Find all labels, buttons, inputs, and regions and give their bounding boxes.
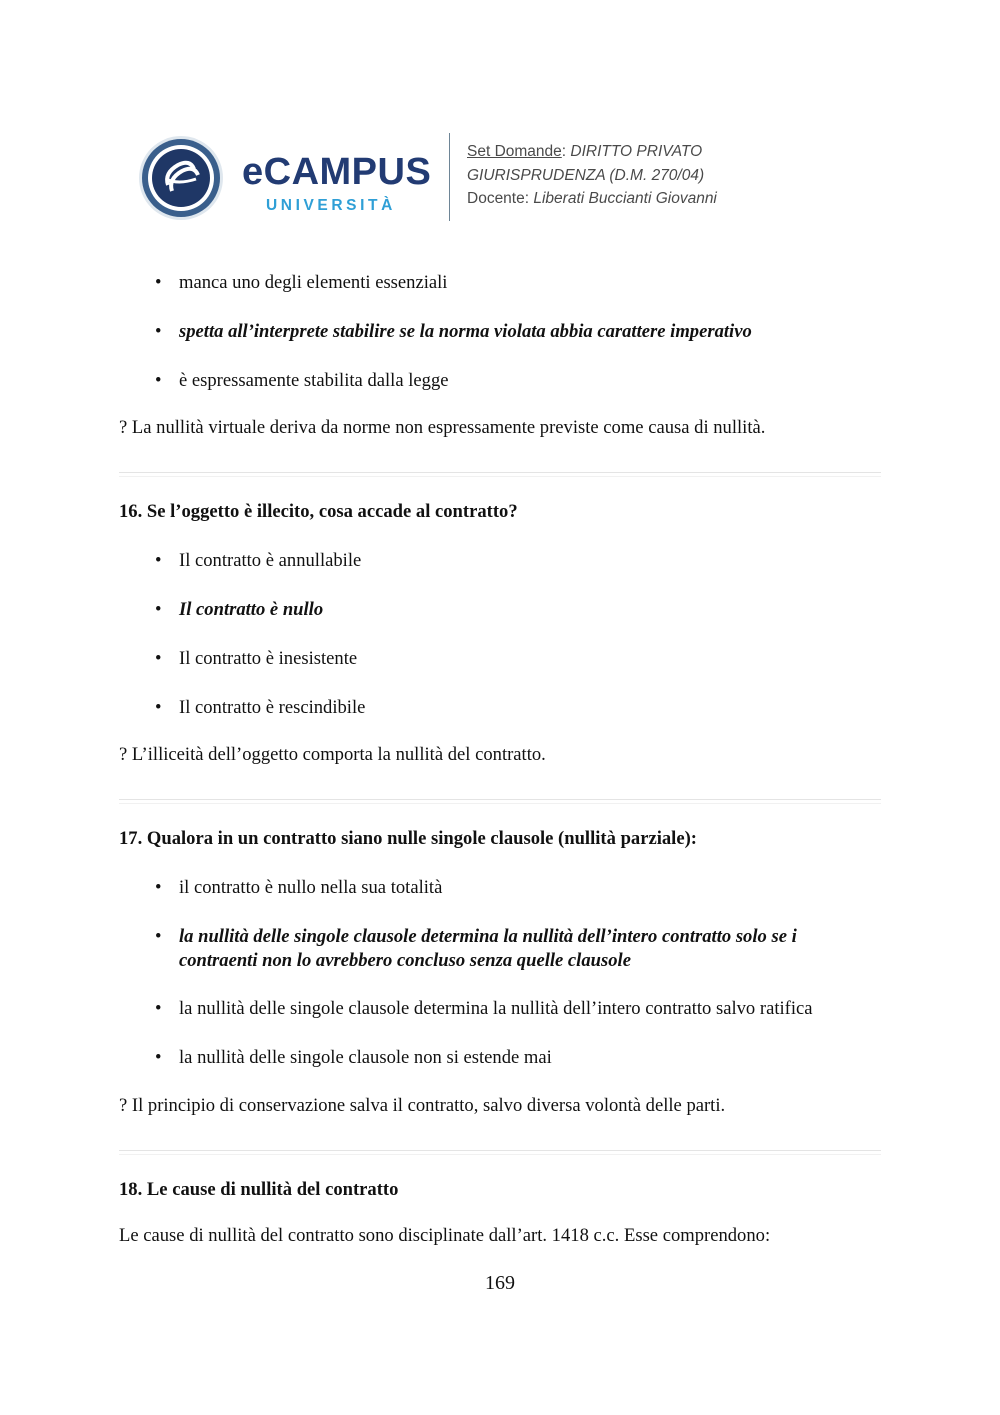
bullet: • (155, 370, 162, 391)
option-text: Il contratto è nullo (179, 599, 324, 620)
brand-wordmark (242, 152, 431, 192)
section-separator (119, 799, 881, 804)
ecampus-brand-logo (242, 152, 437, 222)
course-line (467, 164, 717, 188)
question-title: 18. Le cause di nullità del contratto (119, 1179, 399, 1200)
option-text: la nullità delle singole clausole non si estende mai (179, 1047, 552, 1068)
section-separator (119, 1150, 881, 1155)
page-number: 169 (485, 1272, 515, 1294)
bullet: • (155, 550, 162, 571)
option-text: la nullità delle singole clausole determina la nullità dell’intero contratto solo se i contraenti non lo avrebbero concluso senza quelle clausole (179, 926, 797, 971)
document-header (138, 130, 778, 225)
bullet: • (155, 599, 162, 620)
university-seal-logo (138, 135, 224, 221)
brand-subtitle: UNIVERSITÀ (266, 197, 396, 214)
bullet: • (155, 1047, 162, 1068)
paragraph-text: Le cause di nullità del contratto sono disciplinate dall’art. 1418 c.c. Esse comprendono: (119, 1225, 771, 1246)
option-text: Il contratto è rescindibile (179, 697, 366, 718)
bullet: • (155, 697, 162, 718)
course-info (467, 140, 717, 211)
bullet: • (155, 321, 162, 342)
set-label: Set Domande (467, 143, 562, 160)
bullet: • (155, 877, 162, 898)
teacher-line: Docente: Liberati Buccianti Giovanni (467, 190, 717, 207)
bullet: • (155, 648, 162, 669)
header-divider (449, 133, 450, 221)
option-text: Il contratto è inesistente (179, 648, 358, 669)
option-text: manca uno degli elementi essenziali (179, 272, 448, 293)
question-title: 17. Qualora in un contratto siano nulle singole clausole (nullità parziale): (119, 828, 697, 849)
option-text: la nullità delle singole clausole determina la nullità dell’intero contratto salvo ratifica (179, 998, 813, 1019)
brand-campus: CAMPUS (263, 151, 432, 193)
course-value: GIURISPRUDENZA (D.M. 270/04) (467, 166, 705, 184)
explanation-note: ? Il principio di conservazione salva il contratto, salvo diversa volontà delle parti. (119, 1095, 726, 1116)
bullet: • (155, 998, 162, 1019)
set-line: Set Domande: DIRITTO PRIVATO (467, 143, 703, 160)
teacher-name: Liberati Buccianti Giovanni (533, 190, 717, 207)
bullet: • (155, 272, 162, 293)
section-separator (119, 472, 881, 477)
teacher-label: Docente (467, 190, 525, 207)
brand-e: e (242, 151, 264, 193)
option-text: il contratto è nullo nella sua totalità (179, 877, 443, 898)
explanation-note: ? L’illiceità dell’oggetto comporta la nullità del contratto. (119, 744, 546, 765)
bullet: • (155, 926, 162, 947)
set-value: DIRITTO PRIVATO (570, 143, 703, 160)
option-text: è espressamente stabilita dalla legge (179, 370, 449, 391)
option-text: spetta all’interprete stabilire se la norma violata abbia carattere imperativo (179, 321, 752, 342)
explanation-note: ? La nullità virtuale deriva da norme non espressamente previste come causa di nullità. (119, 417, 766, 438)
option-text: Il contratto è annullabile (179, 550, 362, 571)
question-title: 16. Se l’oggetto è illecito, cosa accade al contratto? (119, 501, 518, 522)
